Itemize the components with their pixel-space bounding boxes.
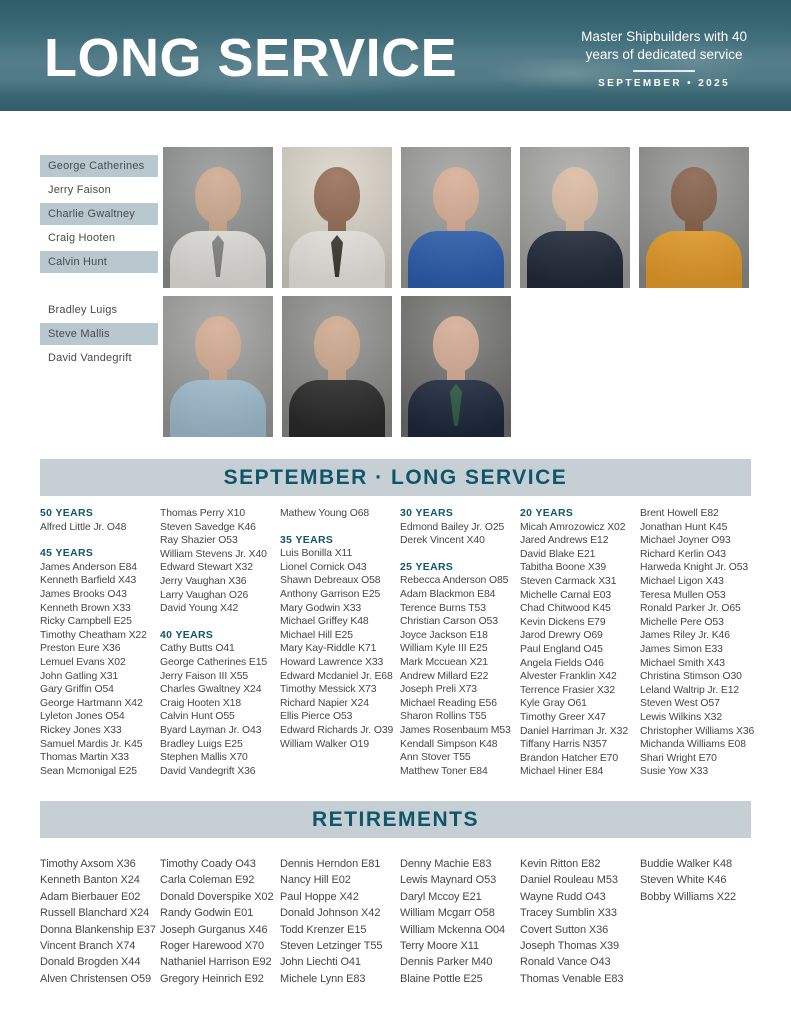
portrait-silhouette-torso [527,231,623,288]
long-service-name: James Brooks O43 [40,588,127,600]
long-service-name: Alvester Franklin X42 [520,671,617,683]
retirement-name: Donna Blankenship E37 [40,923,156,936]
long-service-name: Edmond Bailey Jr. O25 [400,521,505,533]
long-service-name: Christina Stimson O30 [640,671,742,683]
retirement-name: Joseph Gurganus X46 [160,923,268,936]
honoree-label: David Vandegrift [48,352,132,364]
long-service-years-heading: 50 YEARS [40,508,94,519]
retirement-name: Bobby Williams X22 [640,890,737,903]
long-service-name: Steven West O57 [640,698,720,710]
long-service-name: Brandon Hatcher E70 [520,752,619,764]
long-service-name: Joseph Preli X73 [400,684,477,696]
long-service-name: Edward Stewart X32 [160,562,253,574]
retirement-name: Donald Johnson X42 [280,907,381,920]
long-service-column-2 [160,507,271,779]
honoree-label: George Catherines [40,155,158,177]
retirement-name: Timothy Coady O43 [160,857,256,870]
long-service-name: Jarod Drewry O69 [520,630,603,642]
retirement-name: Dennis Parker M40 [400,956,493,969]
long-service-years-heading: 35 YEARS [280,534,334,546]
portrait-photo-5 [639,147,749,288]
long-service-column-4 [400,507,511,779]
long-service-column-1 [40,507,151,779]
retirement-name: Ronald Vance O43 [520,956,611,969]
long-service-name: Chad Chitwood K45 [520,603,611,615]
retirement-name: Russell Blanchard X24 [40,907,150,920]
long-service-name: Jonathan Hunt K45 [640,521,728,533]
long-service-name: Byard Layman Jr. O43 [160,724,262,736]
portrait-silhouette-head [314,167,360,223]
retirement-name: William Mcgarr O58 [400,907,495,920]
long-service-name: John Gatling X31 [40,670,119,682]
long-service-name: Mathew Young O68 [280,508,370,519]
long-service-name: Rebecca Anderson O85 [400,575,509,587]
long-service-name: Lemuel Evans X02 [40,656,126,668]
long-service-name: Lionel Cornick O43 [280,561,367,573]
long-service-name: James Rosenbaum M53 [400,724,511,736]
long-service-name: Michael Smith X43 [640,657,725,669]
long-service-name: Michael Joyner O93 [640,535,731,547]
retirement-name: William Mckenna O04 [400,923,506,936]
portrait-photo-4 [520,147,630,288]
retirement-name: Roger Harewood X70 [160,939,264,952]
retirement-column-4 [400,856,511,987]
long-service-name: Steven Carmack X31 [520,575,617,587]
long-service-years-heading: 20 YEARS [520,508,574,519]
retirement-name: Todd Krenzer E15 [280,923,367,936]
portrait-silhouette-head [195,167,241,223]
honorees-section [0,111,791,437]
retirement-name: Daryl Mccoy E21 [400,890,482,903]
long-service-name: Lyleton Jones O54 [40,711,125,723]
retirement-name: Denny Machie E83 [400,857,492,870]
long-service-name: Ricky Campbell E25 [40,616,132,628]
long-service-name: Charles Gwaltney X24 [160,684,262,696]
long-service-name: Jared Andrews E12 [520,535,609,547]
retirement-column-5 [520,856,631,987]
long-service-name: Jerry Faison III X55 [160,670,249,682]
long-service-name: Stephen Mallis X70 [160,752,248,764]
long-service-name: Kenneth Barfield X43 [40,575,137,587]
long-service-name: Rickey Jones X33 [40,724,122,736]
long-service-band: SEPTEMBER · LONG SERVICE [40,459,751,496]
long-service-name: Michelle Carnal E03 [520,589,612,601]
retirement-name: Thomas Venable E83 [520,972,624,985]
long-service-name: Sharon Rollins T55 [400,711,487,723]
long-service-name: Shari Wright E70 [640,752,717,764]
long-service-name: Craig Hooten X18 [160,697,241,709]
long-service-name: George Hartmann X42 [40,697,143,709]
long-service-name: Kevin Dickens E79 [520,616,606,628]
retirement-name: Kevin Ritton E82 [520,857,601,870]
long-service-name: Christian Carson O53 [400,616,498,628]
retirement-name: Wayne Rudd O43 [520,890,606,903]
long-service-years-heading: 25 YEARS [400,561,454,573]
portrait-photo-3 [401,147,511,288]
portrait-photo-7 [282,296,392,437]
long-service-name: George Catherines E15 [160,656,268,668]
long-service-name: Thomas Martin X33 [40,752,129,764]
retirement-column-3 [280,856,391,987]
long-service-column-6 [640,507,755,779]
long-service-name: Micah Amrozowicz X02 [520,521,626,533]
retirement-name: Lewis Maynard O53 [400,874,497,887]
honoree-label: Craig Hooten [48,232,116,244]
long-service-name: Brent Howell E82 [640,508,719,519]
retirement-name: Gregory Heinrich E92 [160,972,264,985]
long-service-name: Preston Eure X36 [40,643,121,655]
retirements-band: RETIREMENTS [40,801,751,838]
long-service-name: Terence Burns T53 [400,602,486,614]
retirement-name: Nancy Hill E02 [280,874,351,887]
portrait-photo-1 [163,147,273,288]
long-service-name: Bradley Luigs E25 [160,738,243,750]
header-subtitle [581,28,747,64]
long-service-name: Mark Mccuean X21 [400,656,488,668]
header-subtitle-line1: Master Shipbuilders with 40 [581,28,747,44]
long-service-name: Teresa Mullen O53 [640,589,726,601]
long-service-name: Ronald Parker Jr. O65 [640,603,741,615]
retirement-name: Joseph Thomas X39 [520,939,619,952]
long-service-name: Adam Blackmon E84 [400,588,496,600]
issue-date: SEPTEMBER • 2025 [598,78,731,90]
retirement-name: Donald Doverspike X02 [160,890,274,903]
long-service-years-heading: 40 YEARS [160,629,214,641]
retirement-name: Tracey Sumblin X33 [520,907,617,920]
long-service-columns [0,496,791,779]
honoree-label: Calvin Hunt [40,251,158,273]
long-service-name: Joyce Jackson E18 [400,629,488,641]
portrait-silhouette-torso [170,380,266,437]
long-service-name: James Riley Jr. K46 [640,630,730,642]
header-banner [0,0,791,111]
long-service-name: Edward Mcdaniel Jr. E68 [280,670,393,682]
long-service-name: Cathy Butts O41 [160,643,235,655]
long-service-name: Kyle Gray O61 [520,698,587,710]
long-service-name: Larry Vaughan O26 [160,589,249,601]
long-service-years-heading: 45 YEARS [40,548,94,560]
long-service-name: James Simon E33 [640,643,723,655]
long-service-name: Michael Ligon X43 [640,575,724,587]
long-service-name: Anthony Garrison E25 [280,588,381,600]
retirement-name: Daniel Rouleau M53 [520,874,618,887]
long-service-name: David Young X42 [160,603,239,615]
portrait-photo-8 [401,296,511,437]
long-service-name: David Vandegrift X36 [160,765,256,777]
long-service-name: Edward Richards Jr. O39 [280,724,394,736]
retirement-column-6 [640,856,751,987]
honoree-label: Steve Mallis [40,323,158,345]
retirements-columns [0,838,791,987]
retirement-name: Covert Sutton X36 [520,923,609,936]
long-service-name: Gary Griffin O54 [40,684,114,696]
honoree-label: Jerry Faison [48,184,111,196]
portrait-grid [163,147,753,437]
header-divider [633,70,695,72]
long-service-name: Kenneth Brown X33 [40,602,131,614]
long-service-name: William Kyle III E25 [400,643,488,655]
long-service-name: Daniel Harriman Jr. X32 [520,725,628,737]
retirement-name: Blaine Pottle E25 [400,972,483,985]
long-service-name: Tabitha Boone X39 [520,562,607,574]
long-service-name: Ann Stover T55 [400,752,471,764]
long-service-name: Michanda Williams E08 [640,739,746,751]
long-service-name: Ellis Pierce O53 [280,711,353,723]
honoree-label: Charlie Gwaltney [40,203,158,225]
retirement-name: Vincent Branch X74 [40,939,136,952]
retirement-name: John Liechti O41 [280,956,361,969]
honoree-label: Bradley Luigs [48,304,118,316]
long-service-name: David Blake E21 [520,548,596,560]
retirement-name: Timothy Axsom X36 [40,857,136,870]
portrait-silhouette-torso [646,231,742,288]
long-service-name: William Walker O19 [280,738,370,750]
retirement-name: Nathaniel Harrison E92 [160,956,272,969]
long-service-name: Calvin Hunt O55 [160,711,235,723]
portrait-silhouette-torso [289,380,385,437]
retirement-name: Randy Godwin E01 [160,907,254,920]
long-service-name: Susie Yow X33 [640,766,709,778]
header-right-block [581,22,747,90]
long-service-name: Tiffany Harris N357 [520,739,608,751]
retirement-name: Adam Bierbauer E02 [40,890,141,903]
long-service-name: Shawn Debreaux O58 [280,575,381,587]
long-service-name: Timothy Greer X47 [520,711,606,723]
long-service-column-3 [280,507,394,779]
long-service-name: Mary Kay-Riddle K71 [280,643,377,655]
long-service-name: Ray Shazier O53 [160,535,238,547]
portrait-silhouette-head [552,167,598,223]
long-service-name: Kendall Simpson K48 [400,738,498,750]
long-service-years-heading: 30 YEARS [400,508,454,519]
portrait-photo-2 [282,147,392,288]
retirement-name: Buddie Walker K48 [640,857,733,870]
long-service-name: Michael Hiner E84 [520,766,604,778]
portrait-photo-6 [163,296,273,437]
long-service-name: Lewis Wilkins X32 [640,711,723,723]
long-service-name: Michelle Pere O53 [640,616,724,628]
retirement-name: Carla Coleman E92 [160,874,255,887]
portrait-silhouette-head [433,167,479,223]
retirement-column-2 [160,856,274,987]
long-service-name: Leland Waltrip Jr. E12 [640,684,740,696]
long-service-name: Terrence Frasier X32 [520,684,616,696]
long-service-name: Paul England O45 [520,643,603,655]
retirement-name: Alven Christensen O59 [40,972,152,985]
long-service-name: Timothy Messick X73 [280,684,377,696]
long-service-name: Steven Savedge K46 [160,521,256,533]
retirement-name: Michele Lynn E83 [280,972,366,985]
long-service-name: Angela Fields O46 [520,657,604,669]
long-service-name: Jerry Vaughan X36 [160,575,247,587]
portrait-silhouette-head [195,316,241,372]
long-service-name: Michael Hill E25 [280,629,353,641]
portrait-silhouette-head [433,316,479,372]
long-service-name: Sean Mcmonigal E25 [40,765,137,777]
long-service-name: James Anderson E84 [40,561,137,573]
long-service-name: Richard Kerlin O43 [640,548,726,560]
portrait-silhouette-head [314,316,360,372]
retirement-name: Kenneth Banton X24 [40,874,140,887]
long-service-name: Richard Napier X24 [280,697,369,709]
long-service-name: Harweda Knight Jr. O53 [640,562,749,574]
retirement-name: Dennis Herndon E81 [280,857,381,870]
retirement-name: Donald Brogden X44 [40,956,141,969]
retirement-name: Paul Hoppe X42 [280,890,359,903]
long-service-name: Alfred Little Jr. O48 [40,521,127,533]
long-service-name: Andrew Millard E22 [400,670,489,682]
long-service-name: Michael Reading E56 [400,697,497,709]
long-service-name: William Stevens Jr. X40 [160,548,267,560]
long-service-name: Michael Griffey K48 [280,616,369,628]
honoree-label-list [40,147,158,437]
long-service-column-5 [520,507,631,779]
long-service-name: Christopher Williams X36 [640,725,755,737]
long-service-name: Thomas Perry X10 [160,508,246,519]
retirement-name: Steven White K46 [640,874,727,887]
long-service-name: Samuel Mardis Jr. K45 [40,738,143,750]
long-service-name: Mary Godwin X33 [280,602,362,614]
page-title: LONG SERVICE [44,27,458,88]
retirement-name: Steven Letzinger T55 [280,939,383,952]
retirement-name: Terry Moore X11 [400,939,479,952]
long-service-name: Derek Vincent X40 [400,535,485,547]
retirement-column-1 [40,856,156,987]
portrait-silhouette-head [671,167,717,223]
long-service-name: Timothy Cheatham X22 [40,629,147,641]
header-subtitle-line2: years of dedicated service [585,46,743,62]
long-service-name: Luis Bonilla X11 [280,548,353,560]
long-service-name: Howard Lawrence X33 [280,656,384,668]
long-service-name: Matthew Toner E84 [400,765,488,777]
portrait-silhouette-torso [408,231,504,288]
